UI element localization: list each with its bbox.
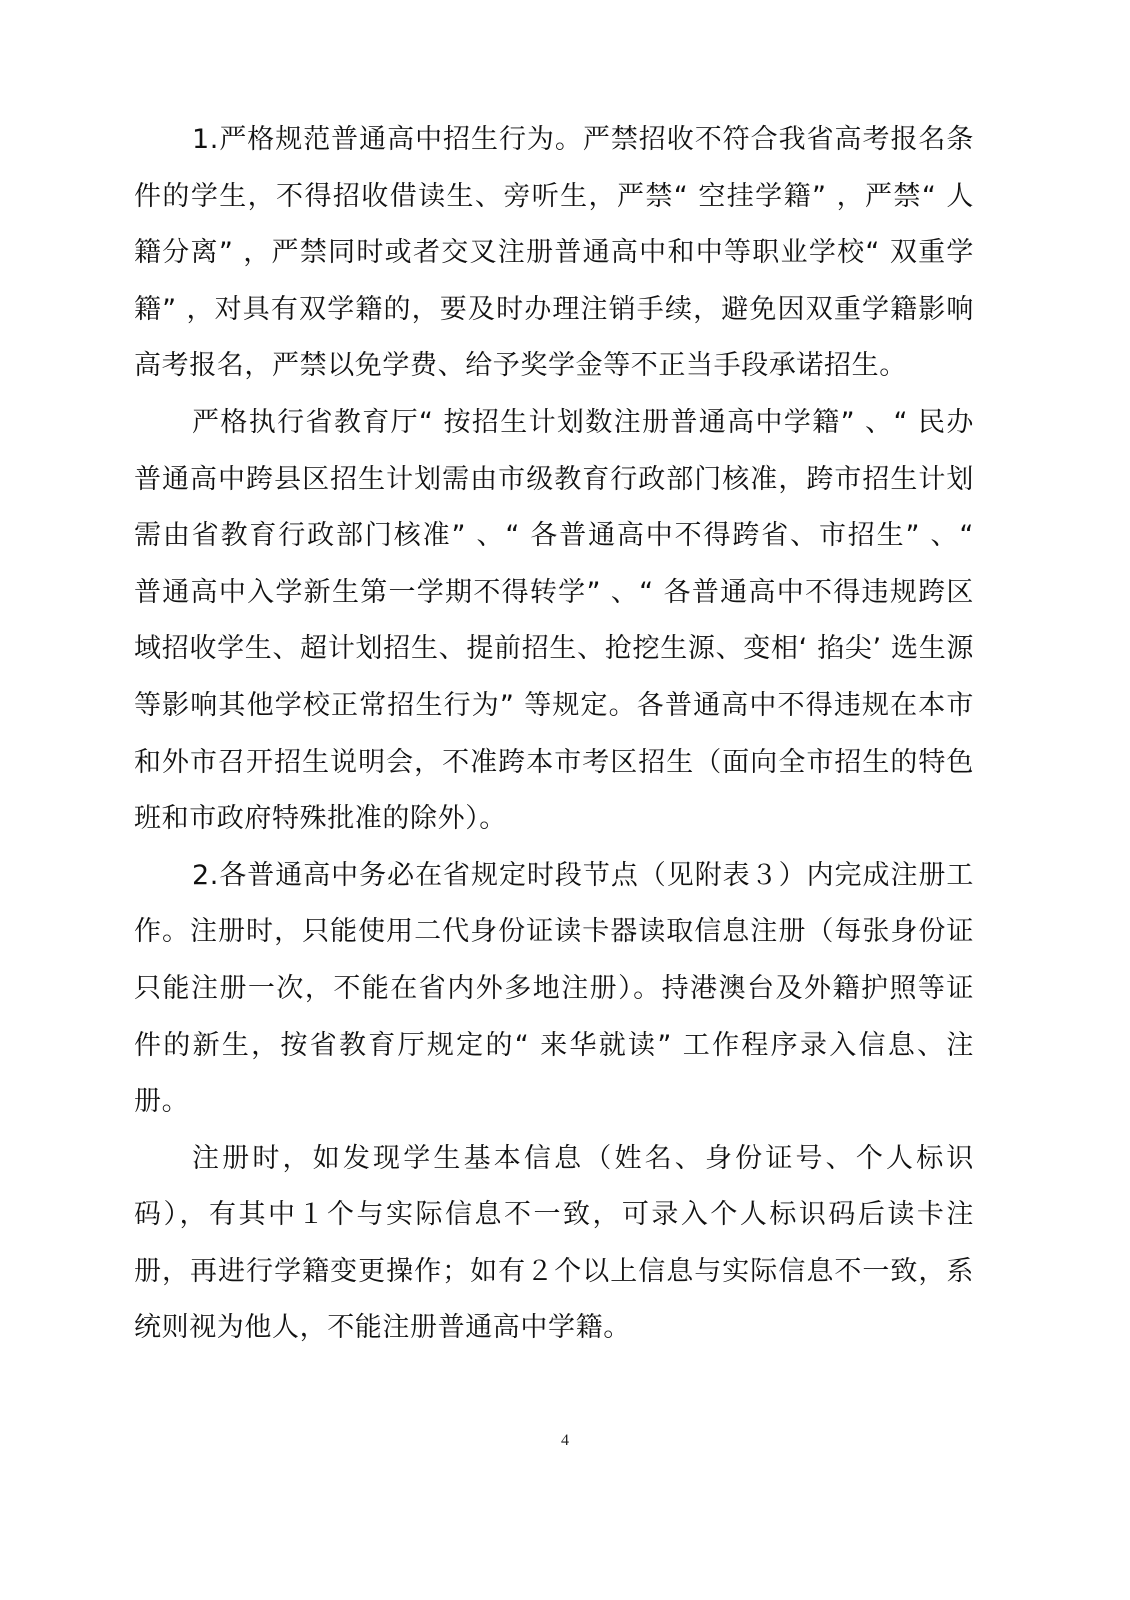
paragraph-information-mismatch: 注册时，如发现学生基本信息（姓名、身份证号、个人标识码），有其中１个与实际信息不一致，可录入个人标识码后读卡注册，再进行学籍变更操作；如有２个以上信息与实际信息不一致，系统则视为他人，不能注册普通高中学籍。	[134, 1142, 974, 1344]
paragraph-province-regulations: 严格执行省教育厅“ 按招生计划数注册普通高中学籍” 、“ 民办普通高中跨县区招生计划需由市级教育行政部门核准，跨市招生计划需由省教育行政部门核准” 、“ 各普通高中不得跨省、市招生” 、“ 普通高中入学新生第一学期不得转学” 、“ 各普通高中不得违规跨区域招收学生、超计划招生、提前招生、抢挖生源、变相‘ 掐尖’ 选生源等影响其他学校正常招生行为” 等规定。各普通高中不得违规在本市和外市召开招生说明会，不准跨本市考区招生（面向全市招生的特色班和市政府特殊批准的除外）。	[134, 406, 974, 835]
document-body	[134, 112, 974, 1357]
paragraph-enrollment-rules: 1.严格规范普通高中招生行为。严禁招收不符合我省高考报名条件的学生，不得招收借读生、旁听生，严禁“ 空挂学籍” ，严禁“ 人籍分离” ，严禁同时或者交叉注册普通高中和中等职业学校“ 双重学籍” ，对具有双学籍的，要及时办理注销手续，避免因双重学籍影响高考报名，严禁以免学费、给予奖学金等不正当手段承诺招生。	[134, 124, 974, 382]
page-number: 4	[561, 1432, 569, 1449]
paragraph-registration-procedure: 2.各普通高中务必在省规定时段节点（见附表３）内完成注册工作。注册时，只能使用二代身份证读卡器读取信息注册（每张身份证只能注册一次，不能在省内外多地注册）。持港澳台及外籍护照等证件的新生，按省教育厅规定的“ 来华就读” 工作程序录入信息、注册。	[134, 859, 974, 1118]
